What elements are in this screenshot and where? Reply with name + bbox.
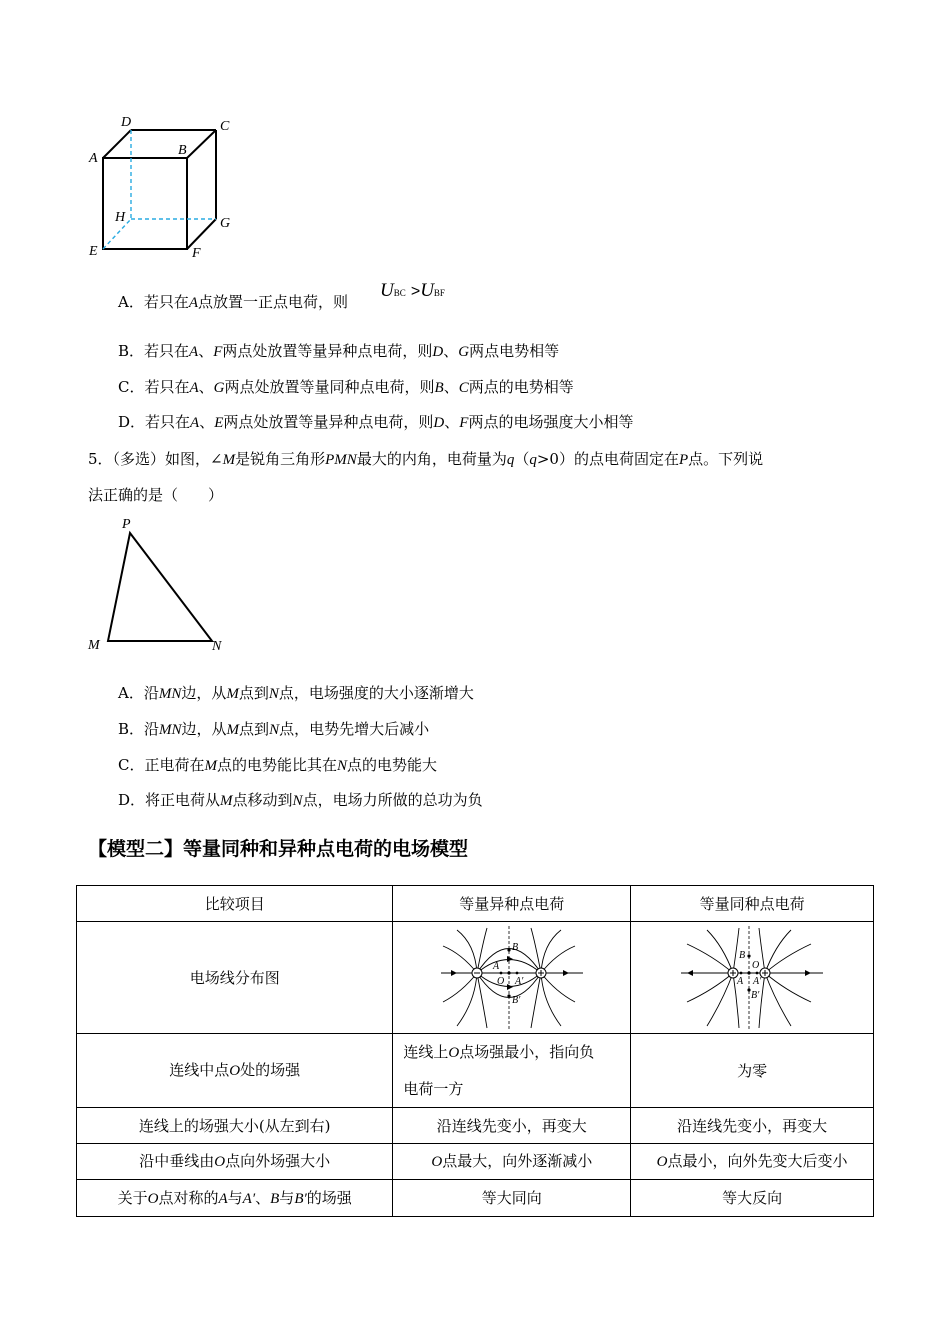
q5-option-a (118, 683, 474, 704)
header-opposite: 等量异种点电荷 (393, 886, 631, 922)
header-same: 等量同种点电荷 (631, 886, 874, 922)
like-charges-field-diagram (677, 926, 827, 1030)
perp-label (77, 1144, 393, 1180)
diagram-label: B′ (751, 989, 760, 1001)
text: 最大的内角，电荷量为 (356, 450, 507, 468)
text: B．沿 (118, 720, 160, 738)
q5-option-d (118, 790, 483, 811)
var: B (270, 1190, 280, 1207)
midpoint-same: 为零 (631, 1034, 874, 1108)
var: B′ (294, 1190, 307, 1207)
var: A′ (242, 1190, 256, 1207)
cube-label-b: B (178, 143, 187, 158)
triangle-label-p: P (122, 517, 131, 532)
text: C．若只在 (118, 378, 190, 396)
text: 、 (443, 342, 459, 360)
text: 5．（多选）如图，∠ (88, 450, 223, 468)
var: G (458, 344, 470, 360)
text: 两点处放置等量同种点电荷，则 (224, 378, 435, 396)
along-opposite: 沿连线先变小，再变大 (393, 1108, 631, 1144)
var: B (434, 380, 444, 396)
table-row (77, 1144, 874, 1180)
text: 是锐角三角形 (235, 450, 326, 468)
diagram-label: B (511, 941, 518, 953)
diagram-label: A′ (753, 975, 762, 987)
q5-option-b (118, 719, 429, 740)
var: D (433, 415, 445, 431)
cube-label-d: D (121, 115, 132, 130)
formula-sub: BF (433, 288, 445, 298)
text: 、 (444, 413, 460, 431)
cube-label-h: H (115, 210, 126, 225)
text: 与 (279, 1188, 295, 1207)
var: N (292, 793, 303, 809)
text: 点到 (238, 684, 269, 702)
formula-sub: BC (393, 288, 406, 298)
q5-stem-line2: 法正确的是（ ） (88, 486, 224, 504)
var: A (188, 295, 199, 311)
comparison-table (76, 885, 874, 1217)
along-same: 沿连线先变小，再变大 (631, 1108, 874, 1144)
formula-gt: > (410, 283, 421, 300)
var: F (213, 344, 223, 360)
var: O (147, 1190, 159, 1207)
perp-opposite (393, 1144, 631, 1180)
cube-label-g: G (220, 216, 231, 231)
text: 沿中垂线由 (139, 1152, 215, 1170)
diagram-label: A (737, 975, 744, 987)
var: G (213, 380, 225, 396)
same-field-diagram-cell (631, 922, 874, 1034)
var: M (222, 452, 236, 468)
text: 点，电场强度的大小逐渐增大 (278, 684, 474, 702)
var: N (269, 722, 280, 738)
text: 点最大，向外逐渐减小 (442, 1152, 593, 1170)
q5-stem-line1 (88, 449, 763, 470)
var: M (226, 686, 239, 702)
midpoint-opposite (393, 1034, 631, 1108)
text: 连线中点 (169, 1061, 230, 1079)
sym-label (77, 1180, 393, 1217)
q4-option-b (118, 341, 559, 362)
triangle-figure (84, 512, 234, 656)
cube-label-f: F (192, 246, 201, 261)
text: A．沿 (118, 684, 159, 702)
text: A．若只在 (118, 293, 189, 311)
text: >0）的点电荷固定在 (536, 450, 679, 468)
table-row (77, 1180, 874, 1217)
table-row (77, 1108, 874, 1144)
cube-label-e: E (89, 244, 98, 259)
opposite-field-diagram-cell (393, 922, 631, 1034)
text: （ (514, 450, 530, 468)
diagram-label: A (492, 960, 499, 972)
diagram-label: O (496, 975, 505, 987)
text: 的场强 (306, 1188, 352, 1207)
table-header-row (77, 886, 874, 922)
text: 两点处放置等量异种点电荷，则 (223, 413, 434, 431)
text: D．将正电荷从 (118, 791, 221, 809)
cube-label-c: C (220, 119, 230, 134)
diagram-label: O (752, 959, 760, 971)
text: 点对称的 (158, 1188, 219, 1207)
text: 边，从 (181, 720, 227, 738)
text: 点，电势先增大后减小 (279, 720, 430, 738)
cube-figure (84, 112, 244, 262)
text: 、 (443, 378, 459, 396)
var: F (459, 415, 469, 431)
text: 两点的电势相等 (468, 378, 574, 396)
text: 与 (227, 1188, 243, 1207)
text: C．正电荷在 (118, 756, 205, 774)
q4-option-d (118, 412, 633, 433)
text: 关于 (117, 1188, 148, 1207)
text: 点，电场力所做的总功为负 (302, 791, 483, 809)
text: 连线上 (403, 1043, 449, 1061)
var: M (226, 722, 240, 738)
var: A (189, 380, 199, 396)
var: O (656, 1154, 668, 1170)
fieldlines-label: 电场线分布图 (77, 922, 393, 1034)
var: A (189, 344, 199, 360)
q4-option-a-formula (380, 280, 445, 310)
var: O (214, 1154, 226, 1170)
text: 、 (199, 413, 215, 431)
formula-u: U (380, 280, 394, 301)
text: 点最小，向外先变大后变小 (667, 1152, 848, 1170)
var: MN (159, 722, 182, 738)
var: M (220, 793, 233, 809)
text: 、 (255, 1188, 271, 1207)
text: 处的场强 (240, 1061, 301, 1079)
var: N (268, 686, 279, 702)
text: 点场强最小，指向负 (459, 1043, 595, 1061)
var: PMN (325, 452, 357, 468)
q5-option-c (118, 755, 437, 776)
var: A (218, 1190, 228, 1207)
text: 、 (198, 342, 214, 360)
text: 两点的电场强度大小相等 (468, 413, 634, 431)
text: 点的电势能大 (347, 756, 438, 774)
var: E (214, 415, 224, 431)
along-label: 连线上的场强大小(从左到右) (77, 1108, 393, 1144)
var: M (204, 758, 217, 774)
table-row (77, 1034, 874, 1108)
q4-option-a (118, 292, 348, 313)
perp-same (631, 1144, 874, 1180)
text: 点的电势能比其在 (216, 756, 337, 774)
text: 点放置一正点电荷，则 (198, 293, 349, 311)
var: C (458, 380, 469, 396)
sym-same: 等大反向 (631, 1180, 874, 1217)
formula-u: U (420, 280, 434, 301)
text: D．若只在 (118, 413, 191, 431)
var: MN (158, 686, 182, 702)
var: A (190, 415, 200, 431)
midpoint-label (77, 1034, 393, 1108)
var: O (431, 1154, 443, 1170)
diagram-label: B (739, 949, 746, 961)
diagram-label: A′ (514, 975, 524, 987)
section-title: 【模型二】等量同种和异种点电荷的电场模型 (88, 838, 469, 860)
var: P (678, 452, 689, 468)
var: D (432, 344, 444, 360)
text: B．若只在 (118, 342, 190, 360)
text: 边，从 (181, 684, 227, 702)
text: 两点电势相等 (469, 342, 560, 360)
triangle-label-m: M (88, 638, 100, 653)
text: 点向外场强大小 (225, 1152, 331, 1170)
text: 电荷一方 (403, 1080, 464, 1098)
opposite-charges-field-diagram (437, 926, 587, 1030)
text: 点移动到 (232, 791, 293, 809)
table-row (77, 922, 874, 1034)
q4-option-c (118, 377, 574, 398)
sym-opposite: 等大同向 (393, 1180, 631, 1217)
header-item: 比较项目 (77, 886, 393, 922)
var: O (448, 1045, 460, 1061)
text: 点。下列说 (688, 450, 764, 468)
var: O (229, 1063, 241, 1079)
diagram-label: B′ (511, 994, 521, 1006)
cube-label-a: A (89, 151, 98, 166)
var: q (506, 452, 515, 468)
text: 点到 (239, 720, 270, 738)
var: N (337, 758, 348, 774)
text: 、 (198, 378, 214, 396)
text: 两点处放置等量异种点电荷，则 (222, 342, 433, 360)
triangle-label-n: N (212, 639, 222, 654)
var: q (529, 452, 537, 468)
